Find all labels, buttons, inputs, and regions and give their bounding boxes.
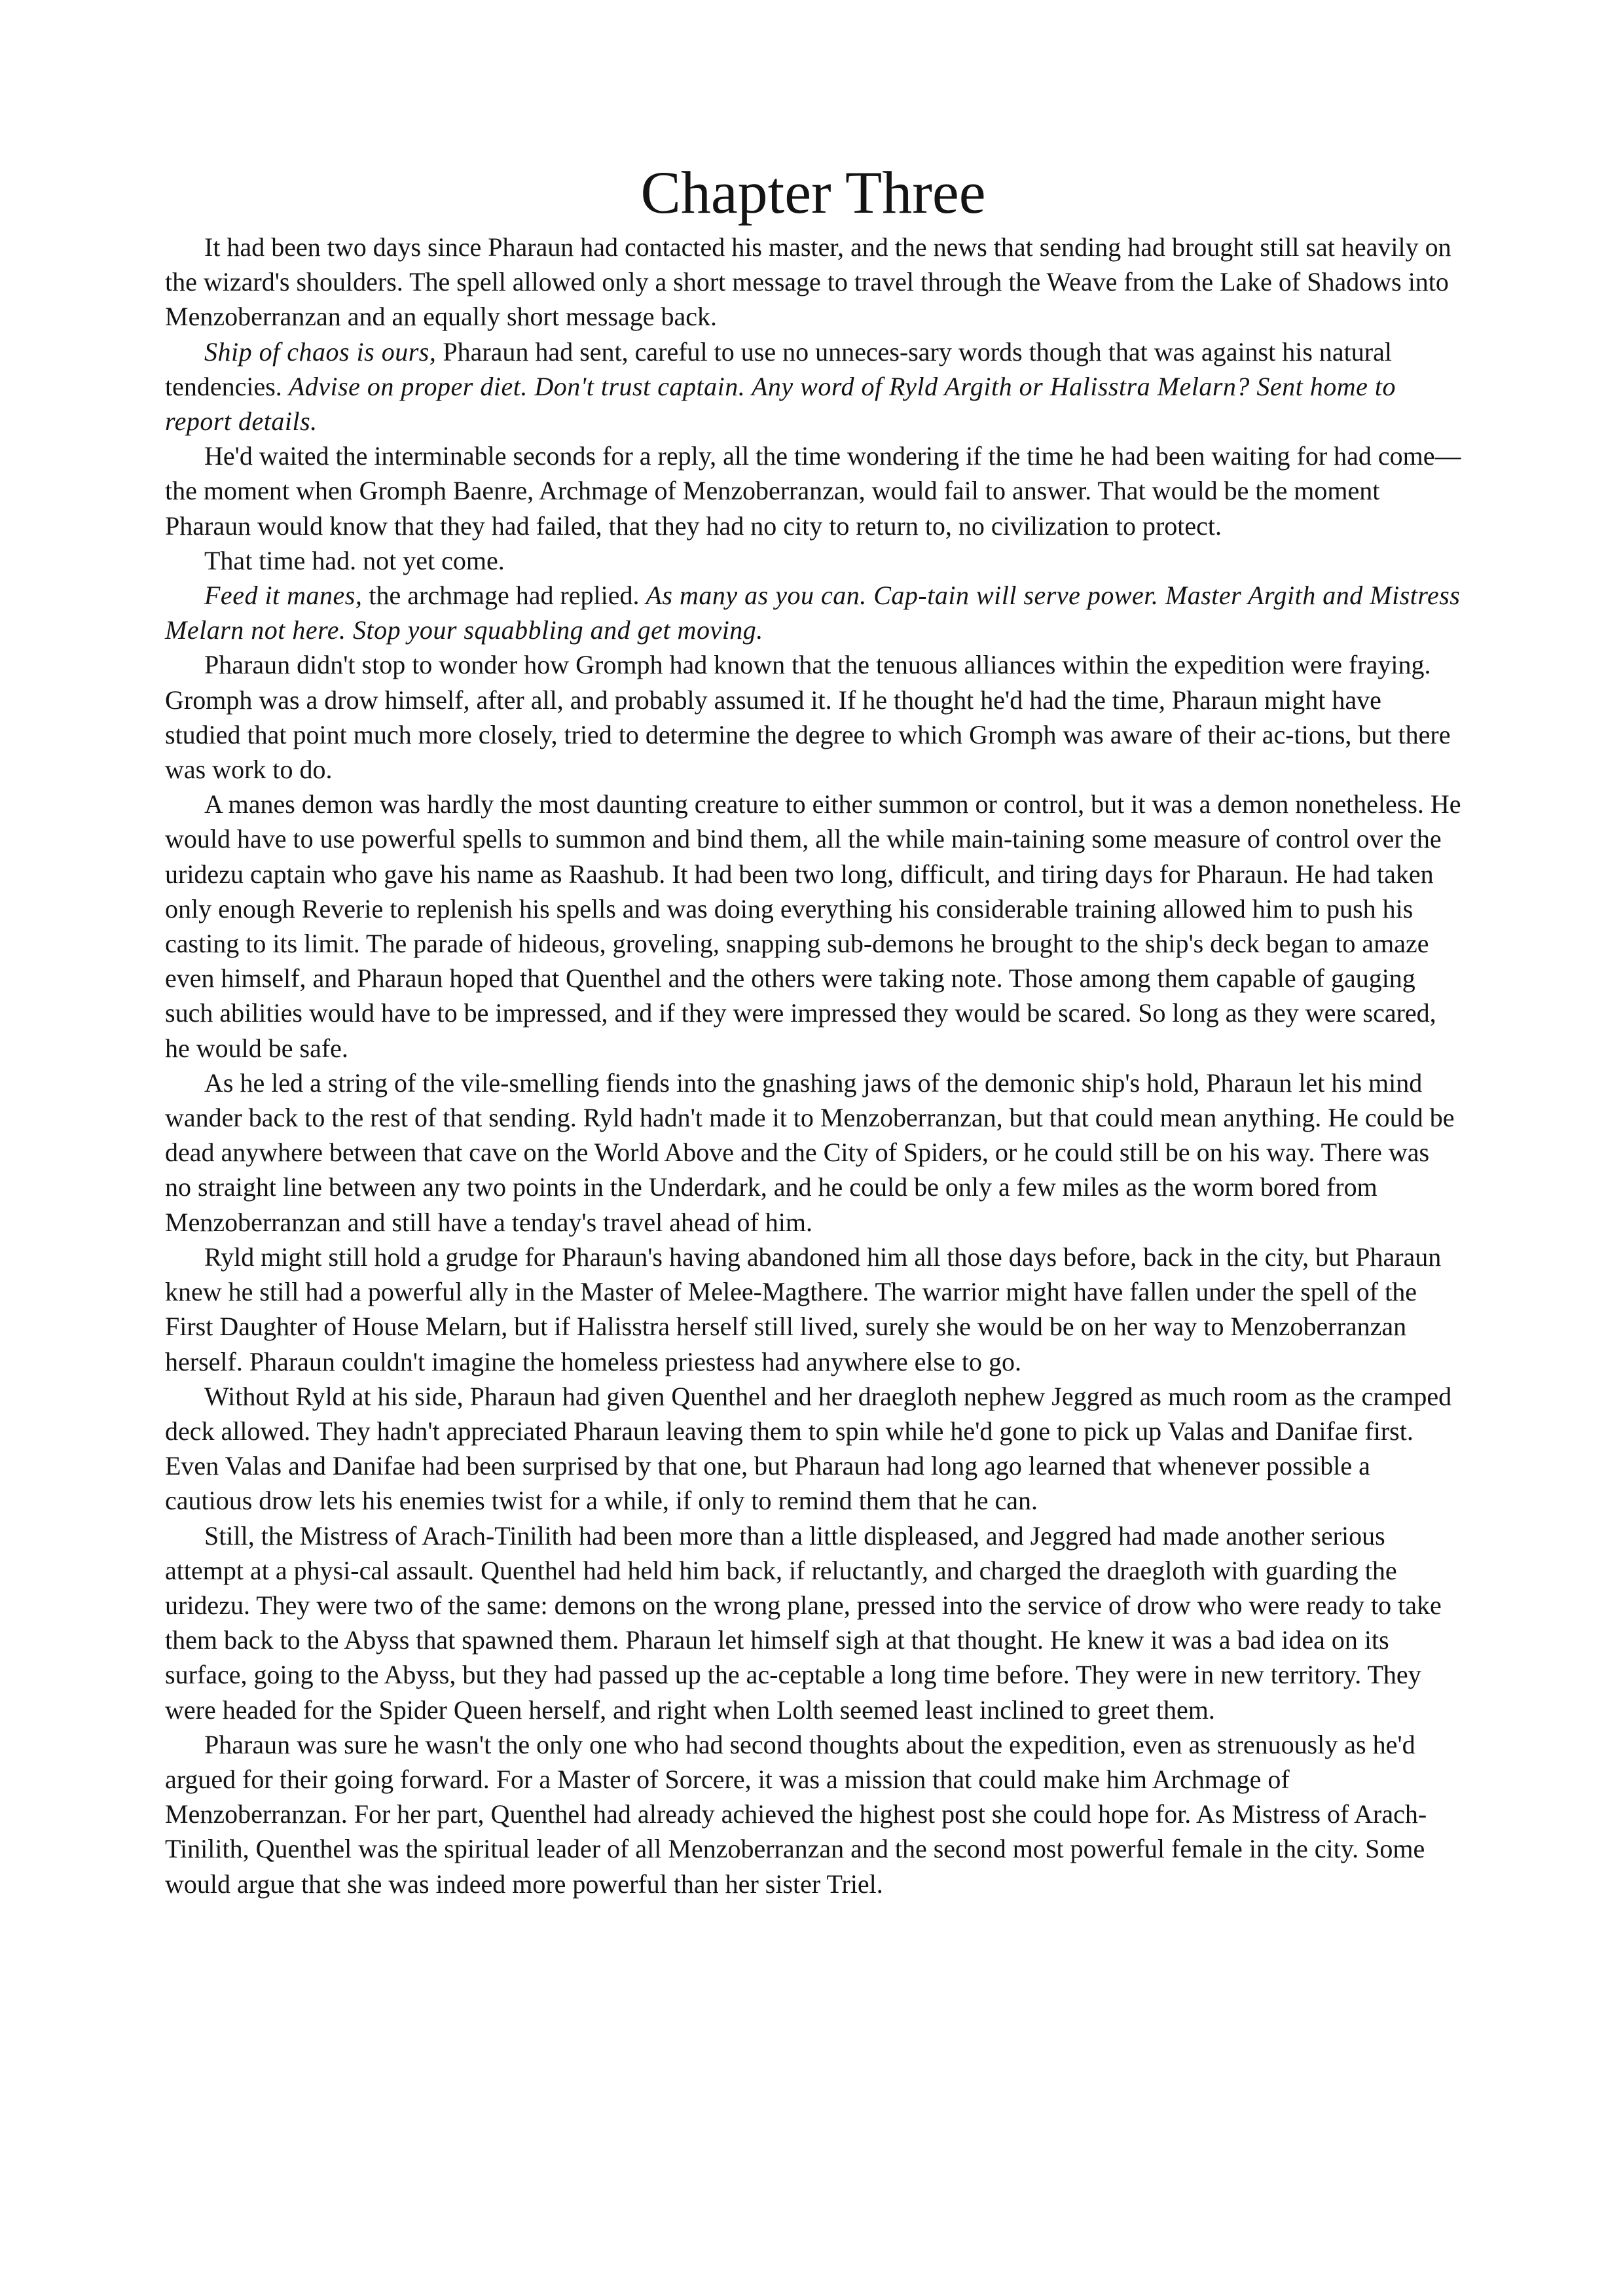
paragraph <box>165 1379 1461 1518</box>
paragraph <box>165 1727 1461 1901</box>
paragraph <box>165 230 1461 334</box>
paragraph <box>165 578 1461 647</box>
text-run: Pharaun didn't stop to wonder how Gromph had known that the tenuous alliances within the expedition were fraying. Gromph was a drow himself, after all, and probably assumed it. If he thought he'd had the time, Pharaun might have studied that point much more closely, tried to determine the degree to which Gromph was aware of their ac-tions, but there was work to do. <box>165 650 1451 785</box>
text-run: Pharaun was sure he wasn't the only one who had second thoughts about the expedition, even as strenuously as he'd argued for their going forward. For a Master of Sorcere, it was a mission that could make him Archmage of Menzoberranzan. For her part, Quenthel had already achieved the highest post she could hope for. As Mistress of Arach-Tinilith, Quenthel was the spiritual leader of all Menzoberranzan and the second most powerful female in the city. Some would argue that she was indeed more powerful than her sister Triel. <box>165 1729 1427 1899</box>
text-run: He'd waited the interminable seconds for a reply, all the time wondering if the time he had been waiting for had come—the moment when Gromph Baenre, Archmage of Menzoberranzan, would fail to answer. That would be the moment Pharaun would know that they had failed, that they had no city to return to, no civilization to protect. <box>165 441 1461 541</box>
text-run: Without Ryld at his side, Pharaun had given Quenthel and her draegloth nephew Jeggred as much room as the cramped deck allowed. They hadn't appreciated Pharaun leaving them to spin while he'd gone to pick up Valas and Danifae first. Even Valas and Danifae had been surprised by that one, but Pharaun had long ago learned that whenever possible a cautious drow lets his enemies twist for a while, if only to remind them that he can. <box>165 1381 1452 1516</box>
text-run: Pharaun had sent, careful to use no unneces-sary words though that was against his natural tendencies. <box>165 336 1392 401</box>
paragraph <box>165 1066 1461 1240</box>
chapter-title: Chapter Three <box>640 159 986 226</box>
italic-text-run: As many as you can. Cap-tain will serve power. Master Argith and Mistress Melarn not here. Stop your squabbling and get moving. <box>165 581 1461 645</box>
paragraph <box>165 1240 1461 1379</box>
text-run: the archmage had replied. <box>362 581 646 611</box>
italic-text-run: Ship of chaos is ours, <box>204 336 437 367</box>
text-run: It had been two days since Pharaun had contacted his master, and the news that sending had brought still sat heavily on the wizard's shoulders. The spell allowed only a short message to travel through the Weave from the Lake of Shadows into Menzoberranzan and an equally short message back. <box>165 232 1451 332</box>
paragraph <box>165 543 1461 578</box>
text-run: Ryld might still hold a grudge for Pharaun's having abandoned him all those days before, back in the city, but Pharaun knew he still had a powerful ally in the Master of Melee-Magthere. The warrior might have fallen under the spell of the First Daughter of House Melarn, but if Halisstra herself still lived, surely she would be on her way to Menzoberranzan herself. Pharaun couldn't imagine the homeless priestess had anywhere else to go. <box>165 1242 1442 1376</box>
chapter-body <box>165 230 1461 1901</box>
paragraph <box>165 787 1461 1066</box>
text-run: As he led a string of the vile-smelling fiends into the gnashing jaws of the demonic ship's hold, Pharaun let his mind wander back to the rest of that sending. Ryld hadn't made it to Menzoberranzan, but that could mean anything. He could be dead anywhere between that cave on the World Above and the City of Spiders, or he could still be on his way. There was no straight line between any two points in the Underdark, and he could be only a few miles as the worm bored from Menzoberranzan and still have a tenday's travel ahead of him. <box>165 1067 1455 1237</box>
paragraph <box>165 1518 1461 1727</box>
text-run: That time had. not yet come. <box>204 545 505 575</box>
text-run: A manes demon was hardly the most daunting creature to either summon or control, but it was a demon nonetheless. He would have to use powerful spells to summon and bind them, all the while main-taining some measure of control over the uridezu captain who gave his name as Raashub. It had been two long, difficult, and tiring days for Pharaun. He had taken only enough Reverie to replenish his spells and was doing everything his considerable training allowed him to push his casting to its limit. The parade of hideous, groveling, snapping sub-demons he brought to the ship's deck began to amaze even himself, and Pharaun hoped that Quenthel and the others were taking note. Those among them capable of gauging such abilities would have to be impressed, and if they were impressed they would be scared. So long as they were scared, he would be safe. <box>165 789 1461 1063</box>
text-run: Still, the Mistress of Arach-Tinilith had been more than a little displeased, and Jeggred had made another serious attempt at a physi-cal assault. Quenthel had held him back, if reluctantly, and charged the draegloth with guarding the uridezu. They were two of the same: demons on the wrong plane, pressed into the service of drow who were ready to take them back to the Abyss that spawned them. Pharaun let himself sigh at that thought. He knew it was a bad idea on its surface, going to the Abyss, but they had passed up the ac-ceptable a long time before. They were in new territory. They were headed for the Spider Queen herself, and right when Lolth seemed least inclined to greet them. <box>165 1520 1442 1725</box>
paragraph <box>165 647 1461 787</box>
italic-text-run: Advise on proper diet. Don't trust captain. Any word of Ryld Argith or Halisstra Melarn? Sent home to report details. <box>165 371 1396 437</box>
paragraph <box>165 334 1461 439</box>
italic-text-run: Feed it manes, <box>204 581 363 611</box>
paragraph <box>165 439 1461 543</box>
book-page <box>165 157 1461 1901</box>
